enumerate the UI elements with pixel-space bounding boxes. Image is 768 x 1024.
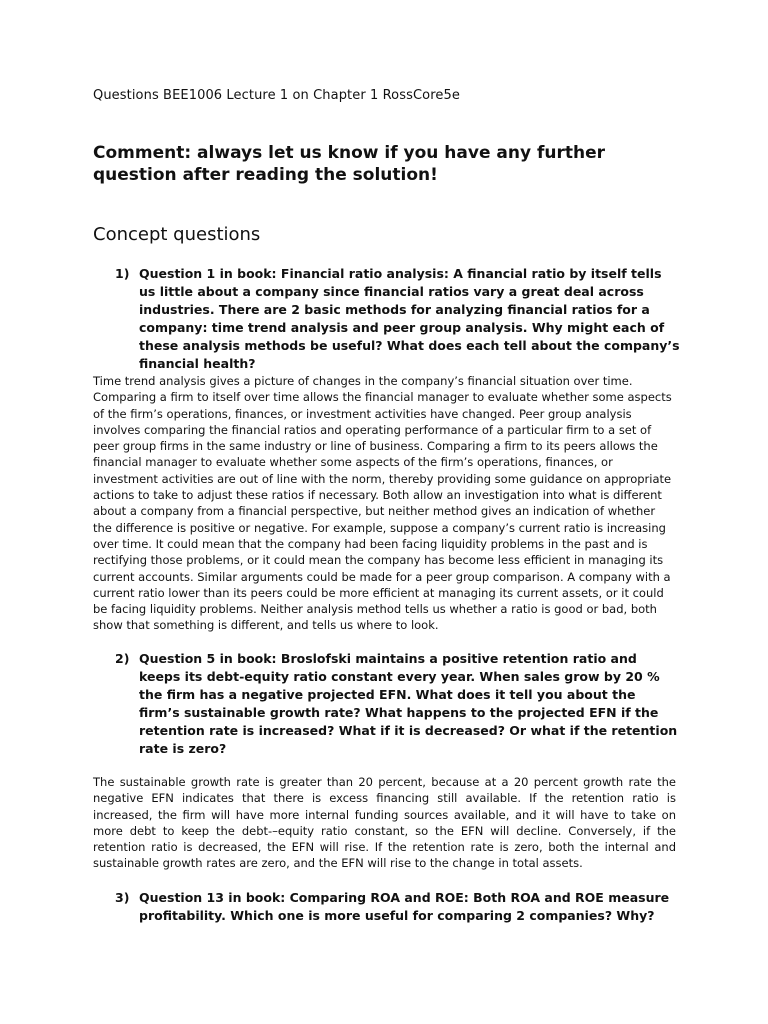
comment-heading: Comment: always let us know if you have any further question after reading the solution! xyxy=(93,143,606,185)
question-text: Question 1 in book: Financial ratio analysis: A financial ratio by itself tells us little about a company since financial ratios vary a great deal across industries. There are 2 basic methods for analyzing financial ratios for a company: time trend analysis and peer group analysis. Why might each of these analysis methods be useful? What does each tell about the company’s financial health? xyxy=(139,266,680,371)
answer-2: The sustainable growth rate is greater than 20 percent, because at a 20 percent growth rate the negative EFN indicates that there is excess financing still available. If the retention ratio is increased, the firm will have more internal funding sources available, and it will have to take on more debt to keep the debt-–equity ratio constant, so the EFN will decline. Conversely, if the retention ratio is decreased, the EFN will rise. If the retention rate is zero, both the internal and sustainable growth rates are zero, and the EFN will rise to the change in total assets. xyxy=(93,775,676,871)
question-number: 1) xyxy=(115,266,130,281)
section-title: Concept questions xyxy=(93,224,261,245)
question-3 xyxy=(115,889,680,925)
question-number: 2) xyxy=(115,651,130,666)
question-1 xyxy=(115,265,680,373)
question-number: 3) xyxy=(115,890,130,905)
document-header: Questions BEE1006 Lecture 1 on Chapter 1 RossCore5e xyxy=(93,88,460,103)
question-text: Question 5 in book: Broslofski maintains a positive retention ratio and keeps its debt-equity ratio constant every year. When sales grow by 20 % the firm has a negative projected EFN. What does it tell you about the firm’s sustainable growth rate? What happens to the projected EFN if the retention rate is increased? What if it is decreased? Or what if the retention rate is zero? xyxy=(139,651,678,756)
question-2 xyxy=(115,650,680,758)
answer-1: Time trend analysis gives a picture of changes in the company’s financial situation over time. Comparing a firm to itself over time allows the financial manager to evaluate whether some aspects of the firm’s operations, finances, or investment activities have changed. Peer group analysis involves comparing the financial ratios and operating performance of a particular firm to a set of peer group firms in the same industry or line of business. Comparing a firm to its peers allows the financial manager to evaluate whether some aspects of the firm’s operations, finances, or investment activities are out of line with the norm, thereby providing some guidance on appropriate actions to take to adjust these ratios if necessary. Both allow an investigation into what is different about a company from a financial perspective, but neither method gives an indication of whether the difference is positive or negative. For example, suppose a company’s current ratio is increasing over time. It could mean that the company had been facing liquidity problems in the past and is rectifying those problems, or it could mean the company has become less efficient in managing its current accounts. Similar arguments could be made for a peer group comparison. A company with a current ratio lower than its peers could be more efficient at managing its current assets, or it could be facing liquidity problems. Neither analysis method tells us whether a ratio is good or bad, both show that something is different, and tells us where to look. xyxy=(93,374,672,633)
question-text: Question 13 in book: Comparing ROA and ROE: Both ROA and ROE measure profitability. Which one is more useful for comparing 2 companies? Why? xyxy=(139,890,670,923)
